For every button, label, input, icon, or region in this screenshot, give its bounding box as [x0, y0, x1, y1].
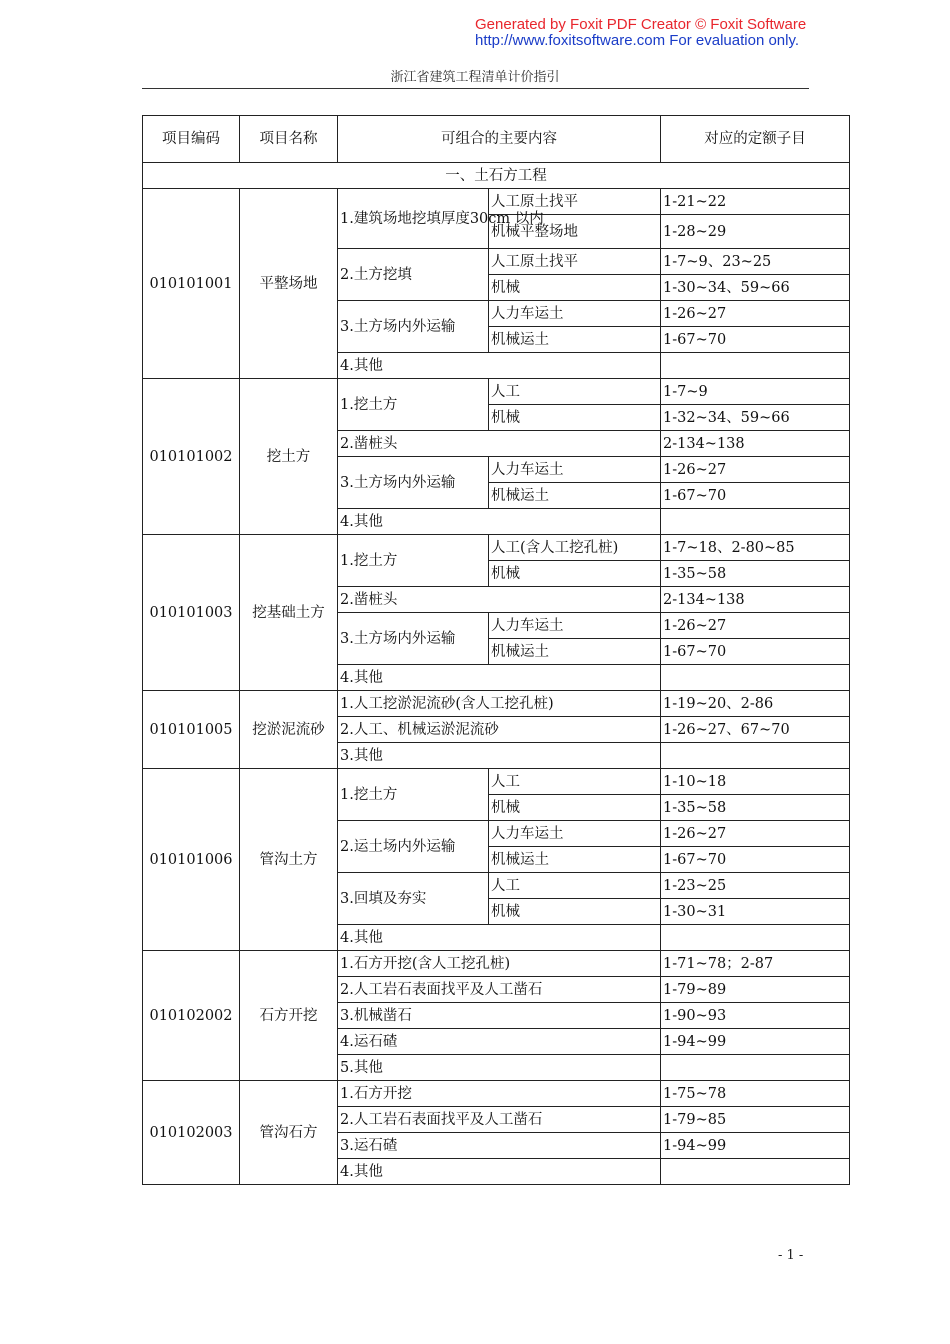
item-code: 010101001: [143, 189, 240, 379]
foxit-watermark: [475, 17, 806, 49]
watermark-line-2: http://www.foxitsoftware.com For evaluation only.: [475, 32, 800, 49]
quota-value: 1-94~99: [661, 1029, 850, 1055]
quota-value: 1-67~70: [661, 847, 850, 873]
content-item: 4.其他: [338, 353, 661, 379]
quota-value: 1-10~18: [661, 769, 850, 795]
sub-item: 机械: [489, 405, 661, 431]
item-name: 挖基础土方: [240, 535, 338, 691]
content-item: 1.建筑场地挖填厚度30cm 以内: [338, 189, 489, 249]
content-item: 1.石方开挖: [338, 1081, 661, 1107]
header-code: 项目编码: [143, 116, 240, 163]
sub-item: 人工原土找平: [489, 189, 661, 215]
sub-item: 人力车运土: [489, 613, 661, 639]
content-item: 1.石方开挖(含人工挖孔桩): [338, 951, 661, 977]
item-name: 挖土方: [240, 379, 338, 535]
content-item: 2.凿桩头: [338, 431, 661, 457]
quota-value: 1-35~58: [661, 561, 850, 587]
quota-value: 1-23~25: [661, 873, 850, 899]
quota-value: 1-7~9、23~25: [661, 249, 850, 275]
quota-value: 1-21~22: [661, 189, 850, 215]
quota-value: [661, 925, 850, 951]
quota-value: 1-35~58: [661, 795, 850, 821]
sub-item: 人工: [489, 769, 661, 795]
table-row: [143, 535, 850, 561]
sub-item: 人力车运土: [489, 457, 661, 483]
sub-item: 机械平整场地: [489, 215, 661, 249]
table-row: [143, 189, 850, 215]
quota-value: 1-67~70: [661, 483, 850, 509]
item-name: 平整场地: [240, 189, 338, 379]
sub-item: 人工: [489, 873, 661, 899]
section-row: [143, 163, 850, 189]
item-name: 管沟土方: [240, 769, 338, 951]
quota-value: 1-75~78: [661, 1081, 850, 1107]
quota-value: [661, 1055, 850, 1081]
item-code: 010102003: [143, 1081, 240, 1185]
content-item: 2.人工岩石表面找平及人工凿石: [338, 977, 661, 1003]
watermark-line-1: Generated by Foxit PDF Creator © Foxit Software: [475, 16, 807, 33]
sub-item: 机械运土: [489, 483, 661, 509]
quota-value: 1-26~27、67~70: [661, 717, 850, 743]
quota-value: 2-134~138: [661, 587, 850, 613]
sub-item: 机械: [489, 795, 661, 821]
item-code: 010101003: [143, 535, 240, 691]
quota-value: [661, 665, 850, 691]
header-name: 项目名称: [240, 116, 338, 163]
sub-item: 机械运土: [489, 639, 661, 665]
sub-item: 机械: [489, 899, 661, 925]
sub-item: 人工(含人工挖孔桩): [489, 535, 661, 561]
quota-value: 1-28~29: [661, 215, 850, 249]
table-row: [143, 951, 850, 977]
item-code: 010102002: [143, 951, 240, 1081]
quota-value: 1-67~70: [661, 327, 850, 353]
content-item: 2.凿桩头: [338, 587, 661, 613]
item-code: 010101002: [143, 379, 240, 535]
quota-value: 1-79~85: [661, 1107, 850, 1133]
sub-item: 机械: [489, 275, 661, 301]
content-item: 1.人工挖淤泥流砂(含人工挖孔桩): [338, 691, 661, 717]
sub-item: 机械: [489, 561, 661, 587]
item-name: 石方开挖: [240, 951, 338, 1081]
table-row: [143, 379, 850, 405]
item-name: 管沟石方: [240, 1081, 338, 1185]
quota-value: [661, 509, 850, 535]
content-item: 3.土方场内外运输: [338, 613, 489, 665]
quota-value: 2-134~138: [661, 431, 850, 457]
quota-value: [661, 743, 850, 769]
quota-value: 1-30~34、59~66: [661, 275, 850, 301]
quota-value: 1-19~20、2-86: [661, 691, 850, 717]
quota-table: [142, 115, 850, 1185]
sub-item: 机械运土: [489, 327, 661, 353]
header-content: 可组合的主要内容: [338, 116, 661, 163]
item-code: 010101006: [143, 769, 240, 951]
quota-value: 1-7~9: [661, 379, 850, 405]
content-item: 2.土方挖填: [338, 249, 489, 301]
table-row: [143, 691, 850, 717]
content-item: 1.挖土方: [338, 769, 489, 821]
quota-value: 1-26~27: [661, 613, 850, 639]
content-item: 1.挖土方: [338, 535, 489, 587]
content-item: 3.土方场内外运输: [338, 301, 489, 353]
content-item: 4.其他: [338, 925, 661, 951]
quota-value: 1-32~34、59~66: [661, 405, 850, 431]
page-header-title: 浙江省建筑工程清单计价指引: [390, 70, 560, 85]
table-header-row: [143, 116, 850, 163]
sub-item: 人力车运土: [489, 821, 661, 847]
content-item: 2.运土场内外运输: [338, 821, 489, 873]
quota-value: 1-26~27: [661, 301, 850, 327]
content-item: 3.回填及夯实: [338, 873, 489, 925]
content-item: 3.机械凿石: [338, 1003, 661, 1029]
quota-value: 1-71~78；2-87: [661, 951, 850, 977]
quota-value: 1-67~70: [661, 639, 850, 665]
table-row: [143, 769, 850, 795]
content-item: 4.其他: [338, 665, 661, 691]
header-divider: [142, 88, 809, 89]
header-quota: 对应的定额子目: [661, 116, 850, 163]
sub-item: 人力车运土: [489, 301, 661, 327]
quota-value: [661, 1159, 850, 1185]
section-title: 一、土石方工程: [143, 163, 850, 189]
quota-value: 1-26~27: [661, 457, 850, 483]
quota-value: 1-79~89: [661, 977, 850, 1003]
page-number: - 1 -: [778, 1248, 804, 1263]
content-item: 3.土方场内外运输: [338, 457, 489, 509]
content-item: 3.运石碴: [338, 1133, 661, 1159]
content-item: 4.其他: [338, 509, 661, 535]
sub-item: 人工原土找平: [489, 249, 661, 275]
sub-item: 机械运土: [489, 847, 661, 873]
content-item: 5.其他: [338, 1055, 661, 1081]
table-row: [143, 1081, 850, 1107]
quota-value: 1-7~18、2-80~85: [661, 535, 850, 561]
quota-value: 1-90~93: [661, 1003, 850, 1029]
content-item: 2.人工岩石表面找平及人工凿石: [338, 1107, 661, 1133]
content-item: 4.运石碴: [338, 1029, 661, 1055]
quota-value: [661, 353, 850, 379]
sub-item: 人工: [489, 379, 661, 405]
content-item: 3.其他: [338, 743, 661, 769]
content-item: 1.挖土方: [338, 379, 489, 431]
quota-value: 1-26~27: [661, 821, 850, 847]
content-item: 2.人工、机械运淤泥流砂: [338, 717, 661, 743]
content-item: 4.其他: [338, 1159, 661, 1185]
quota-value: 1-30~31: [661, 899, 850, 925]
item-code: 010101005: [143, 691, 240, 769]
quota-value: 1-94~99: [661, 1133, 850, 1159]
item-name: 挖淤泥流砂: [240, 691, 338, 769]
